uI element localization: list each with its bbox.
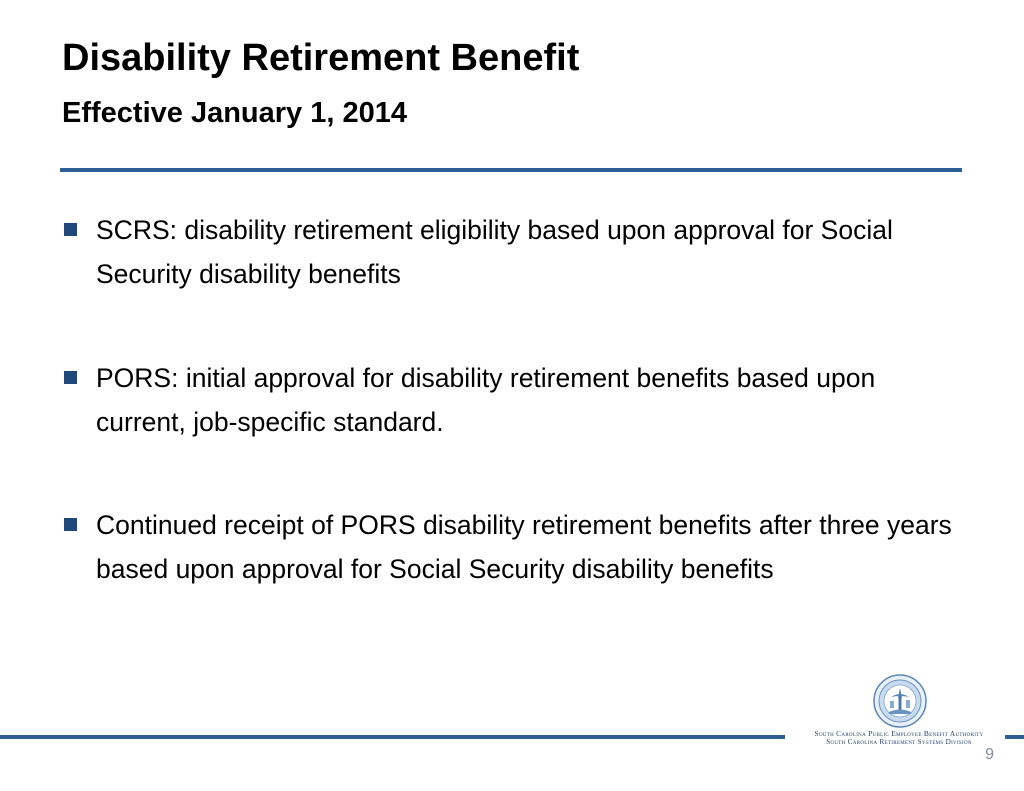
bullet-text: PORS: initial approval for disability retirement benefits based upon current, job-specific standard. [96,363,876,437]
footer-divider [0,735,785,739]
bullet-text: Continued receipt of PORS disability retirement benefits after three years based upon approval for Social Security disability benefits [96,510,952,584]
bullet-item-pors-initial [62,356,952,444]
bullet-text: SCRS: disability retirement eligibility based upon approval for Social Security disability benefits [96,215,893,289]
page-number: 9 [985,746,994,763]
square-bullet-icon [64,223,77,236]
bullet-list [62,208,952,651]
square-bullet-icon [64,371,77,384]
square-bullet-icon [64,518,77,531]
slide-title: Disability Retirement Benefit [62,37,580,79]
state-seal-icon [873,674,927,728]
bullet-item-scrs [62,208,952,296]
bullet-item-pors-continued [62,503,952,591]
logo-division-name: South Carolina Retirement Systems Division [826,738,972,746]
title-divider [60,168,962,172]
logo-organization-name: South Carolina Public Employee Benefit Authority [814,729,984,738]
slide-subtitle: Effective January 1, 2014 [62,97,407,129]
